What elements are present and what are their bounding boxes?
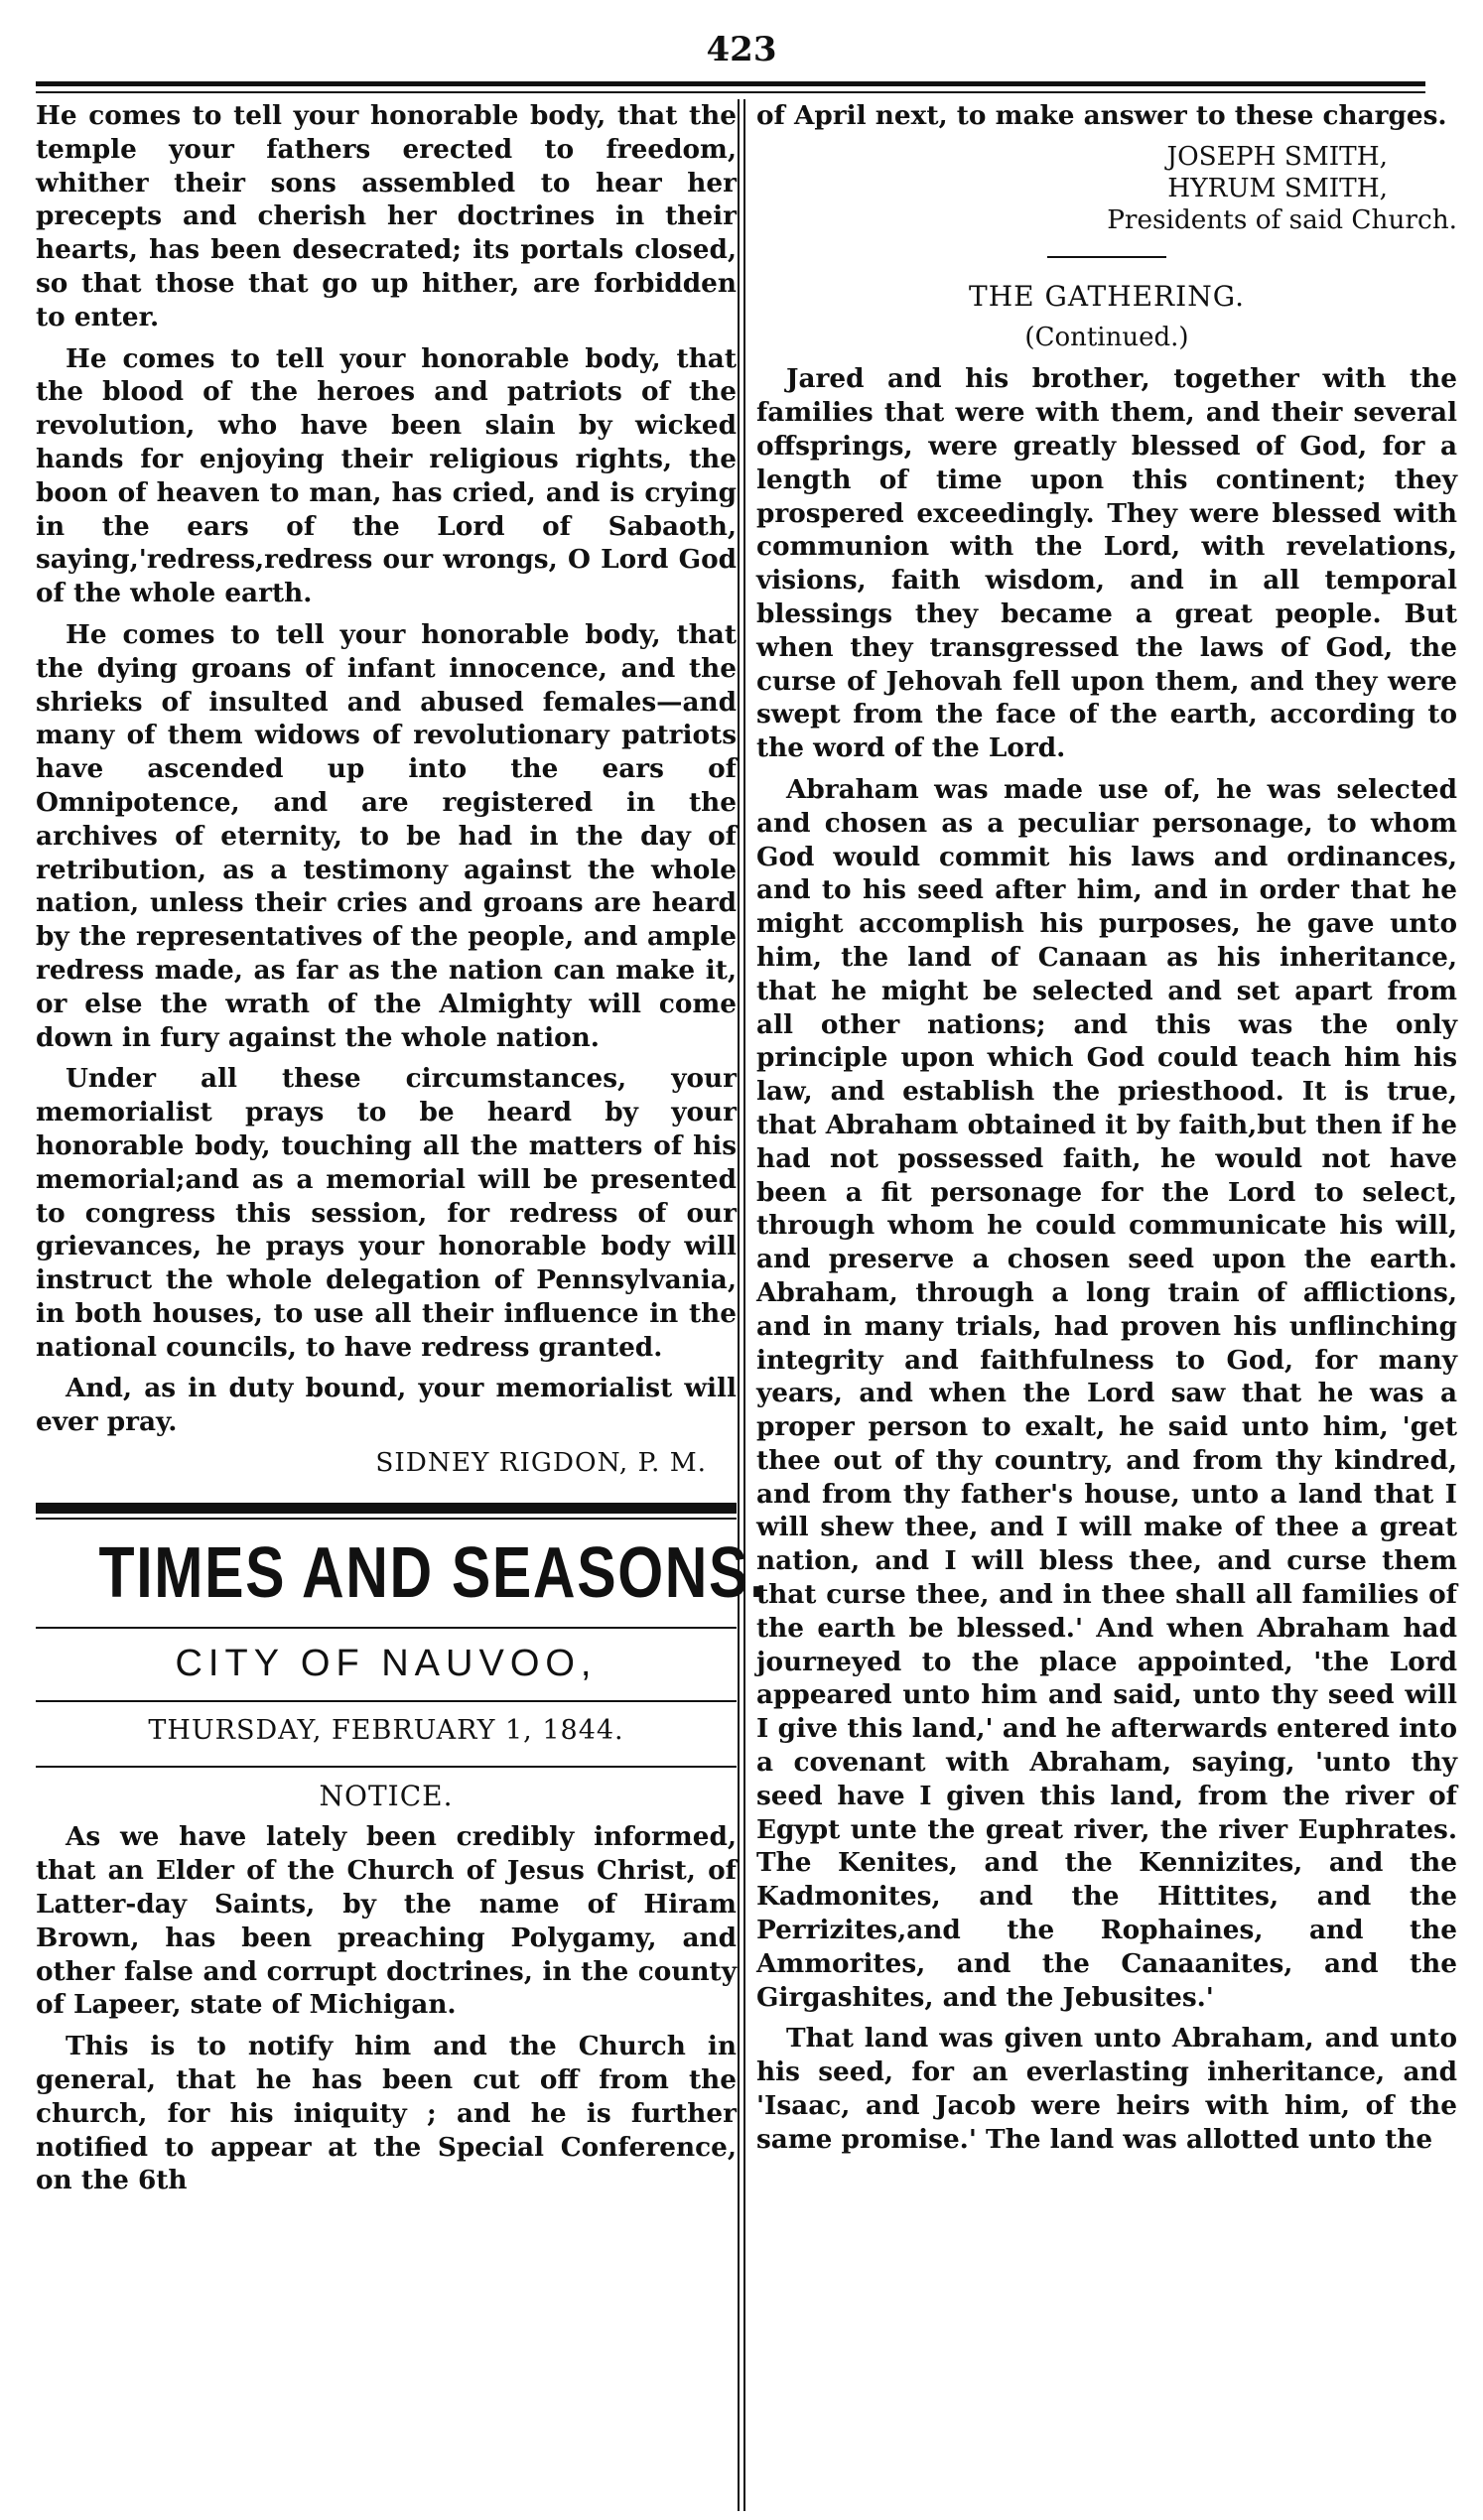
gathering-heading: THE GATHERING. [969,279,1245,313]
masthead-title: TIMES AND SEASONS. [98,1532,768,1613]
issue-date: THURSDAY, FEBRUARY 1, 1844. [148,1714,624,1746]
masthead-top-rule [36,1503,737,1514]
paragraph: He comes to tell your honorable body, that the temple your fathers erected to freedom, whither their sons assembled to hear her precepts and cherish her doctrines in their hearts, has been desecrated; its portals closed, so that those that go up hither, are forbidden to enter. [36,100,737,332]
notice-continuation: of April next, to make answer to these charges. [756,100,1447,131]
signature: SIDNEY RIGDON, P. M. [375,1448,707,1479]
city-line: CITY OF NAUVOO, [175,1642,598,1684]
paragraph: Abraham was made use of, he was selected and chosen as a peculiar personage, to whom God would commit his laws and ordinances, and to his seed after him, and in order that he might accomplish his purposes, he gave unto him, the land of Canaan as his inheritance, that he might be selected and set apart from all other nations; and this was the only principle upon which God could teach him his law, and establish the priesthood. It is true, that Abraham obtained it by faith,but then if he had not possessed faith, he would not have been a fit personage for the Lord to select, through whom he could communicate his will, and preserve a chosen seed upon the earth. Abraham, through a long train of afflictions, and in many trials, had proven his unflinching integrity and faithfulness to God, for many years, and when the Lord saw that he was a proper person to exalt, he said unto him, 'get thee out of thy country, and from thy kindred, and from thy father's house, unto a land that I will shew thee, and I will make of thee a great nation, and I will bless thee, and curse them that curse thee, and in thee shall all families of the earth be blessed.' And when Abraham had journeyed to the place appointed, 'the Lord appeared unto him and said, unto thy seed will I give this land,' and he afterwards entered into a covenant with Abraham, saying, 'unto thy seed have I given this land, from the river of Egypt unte the great river, the river Euphrates. The Kenites, and the Kennizites, and the Kadmonites, and the Hittites, and the Perrizites,and the Rophaines, and the Ammorites, and the Canaanites, and the Girgashites, and the Jebusites.' [756,773,1457,2013]
gathering-subheading: (Continued.) [1024,322,1189,352]
column-divider-inner [743,99,745,2511]
column-divider [738,99,740,2511]
paragraph: And, as in duty bound, your memorialist will ever pray. [36,1373,737,1438]
signatory: JOSEPH SMITH, [1166,141,1388,172]
city-rule [36,1700,737,1702]
notice-paragraph: This is to notify him and the Church in general, that he has been cut off from the church, for his iniquity ; and he is further notified to appear at the Special Conference, on the 6th [36,2031,737,2196]
signatory: HYRUM SMITH, [1167,173,1388,203]
paragraph: He comes to tell your honorable body, that the dying groans of infant innocence, and the shrieks of insulted and abused females—and many of them widows of revolutionary patriots have ascended up into the ears of Omnipotence, and are registered in the archives of eternity, to be had in the day of retribution, as a testimony against the whole nation, unless their cries and groans are heard by the representatives of the people, and ample redress made, as far as the nation can make it, or else the wrath of the Almighty will come down in fury against the whole nation. [36,618,737,1053]
right-column [756,99,1457,2165]
masthead-top-rule-thin [36,1518,737,1520]
paragraph: Under all these circumstances, your memorialist prays to be heard by your honorable body, touching all the matters of his memorial;and as a memorial will be presented to congress this session, for redress of our grievances, he prays your honorable body will instruct the whole delegation of Pennsylvania, in both houses, to use all their influence in the national councils, to have redress granted. [36,1063,737,1363]
masthead-rule [36,1627,737,1629]
left-column [36,99,768,2205]
header-rule-thin [36,91,1425,93]
paragraph: That land was given unto Abraham, and unto his seed, for an everlasting inheritance, and 'Isaac, and Jacob were heirs with him, of the same promise.' The land was allotted unto the [756,2023,1457,2155]
date-rule [36,1766,737,1768]
paragraph: Jared and his brother, together with the families that were with them, and their several offsprings, were greatly blessed of God, for a length of time upon this continent; they prospered exceedingly. They were blessed with communion with the Lord, with revelations, visions, faith wisdom, and in all temporal blessings they became a great people. But when they transgressed the laws of God, the curse of Jehovah fell upon them, and they were swept from the face of the earth, according to the word of the Lord. [756,363,1457,764]
section-rule [1047,256,1166,258]
page-number: 423 [706,30,777,69]
signatory-title: Presidents of said Church. [1107,204,1457,235]
notice-heading: NOTICE. [319,1779,454,1812]
paragraph: He comes to tell your honorable body, that the blood of the heroes and patriots of the revolution, who have been slain by wicked hands for enjoying their religious rights, the boon of heaven to man, has cried, and is crying in the ears of the Lord of Sabaoth, saying,'redress,redress our wrongs, O Lord God of the whole earth. [36,342,737,609]
notice-paragraph: As we have lately been credibly informed, that an Elder of the Church of Jesus Christ, of Latter-day Saints, by the name of Hiram Brown, has been preaching Polygamy, and other false and corrupt doctrines, in the county of Lapeer, state of Michigan. [36,1821,737,2021]
header-rule [36,81,1425,86]
notice-signatories [756,141,1457,236]
